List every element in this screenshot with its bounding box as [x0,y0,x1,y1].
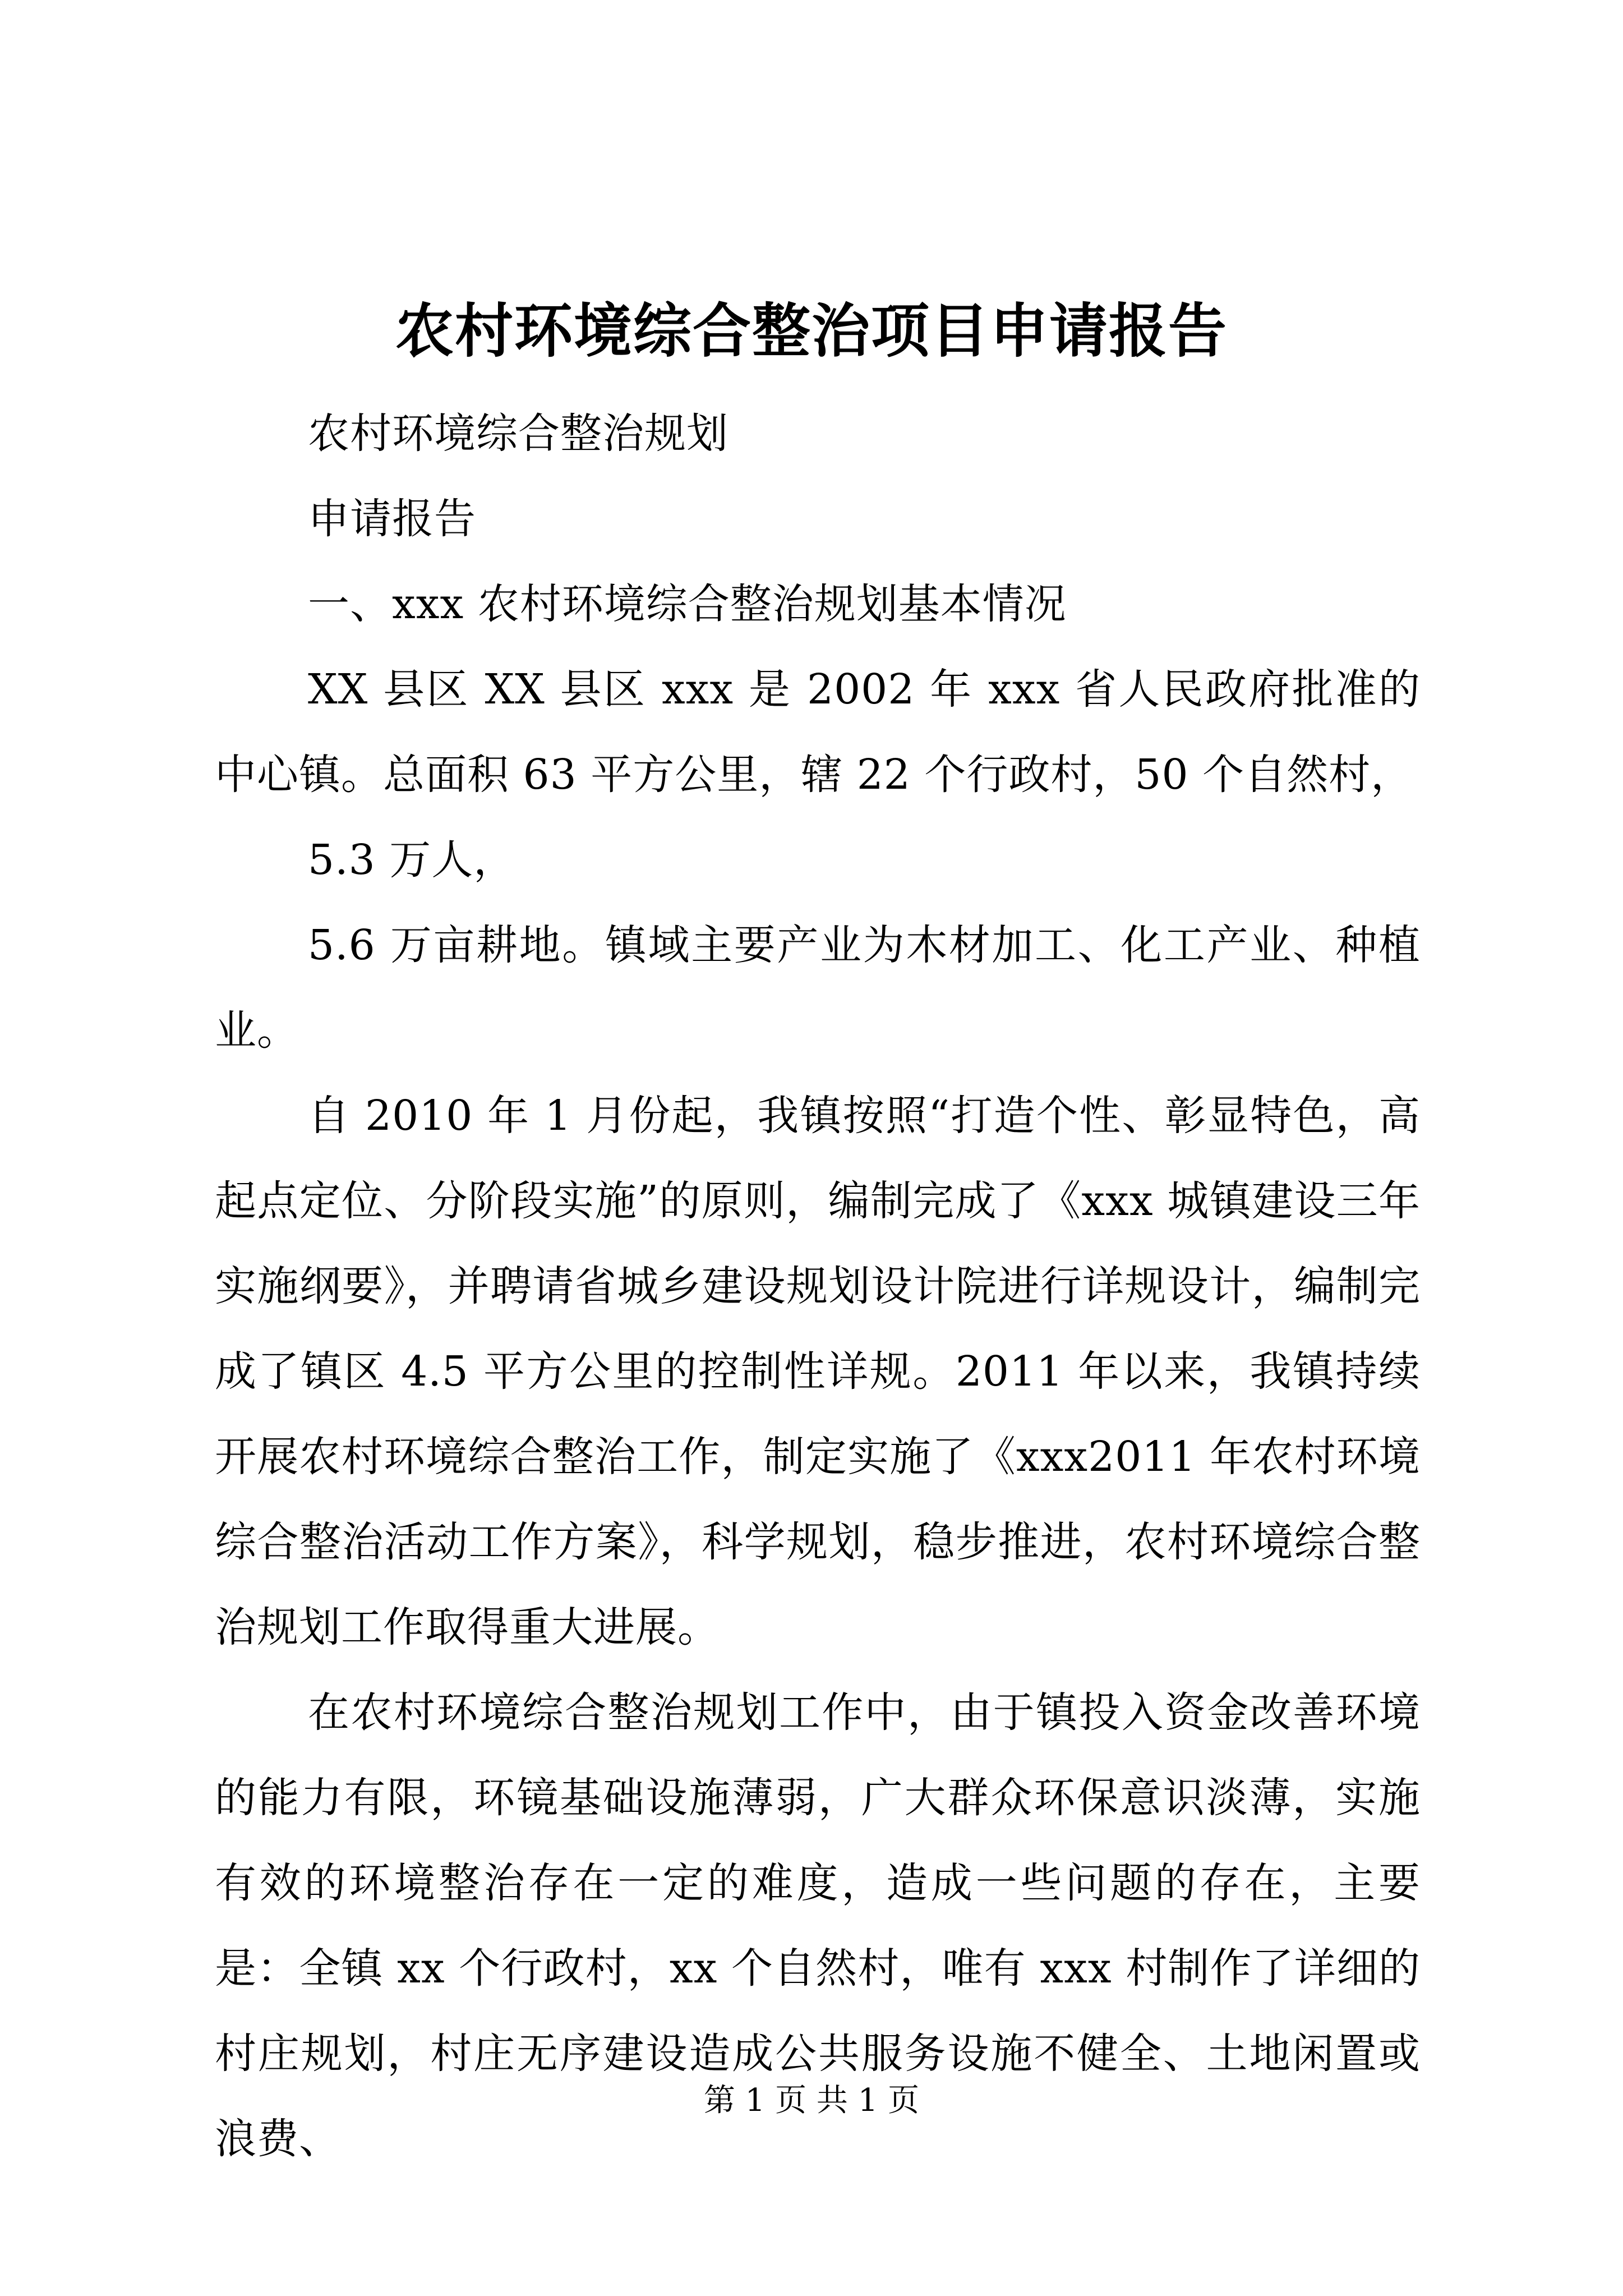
section-heading: 一、xxx 农村环境综合整治规划基本情况 [308,580,1067,628]
paragraph: XX 县区 XX 县区 xxx 是 2002 年 xxx 省人民政府批准的中心镇。总面积 63 平方公里，辖 22 个行政村，50 个自然村， [215,665,1421,799]
document-body [215,391,1421,2182]
paragraph-subtitle: 农村环境综合整治规划 [308,409,728,458]
paragraph: 在农村环境综合整治规划工作中，由于镇投入资金改善环境的能力有限，环镜基础设施薄弱，广大群众环保意识淡薄，实施有效的环境整治存在一定的难度，造成一些问题的存在，主要是：全镇 xx 个行政村，xx 个自然村，唯有 xxx 村制作了详细的村庄规划，村庄无序建设造成公共服务设施不健全、土地闲置或浪费、 [215,1688,1421,2163]
page-number-footer: 第 1 页 共 1 页 [703,2082,920,2119]
paragraph: 自 2010 年 1 月份起，我镇按照“打造个性、彰显特色，高起点定位、分阶段实施”的原则，编制完成了《xxx 城镇建设三年实施纲要》，并聘请省城乡建设规划设计院进行详规设计，编制完成了镇区 4.5 平方公里的控制性详规。2011 年以来，我镇持续开展农村环境综合整治工作，制定实施了《xxx2011 年农村环境综合整治活动工作方案》，科学规划，稳步推进，农村环境综合整治规划工作取得重大进展。 [215,1092,1421,1651]
paragraph-report-label: 申请报告 [308,495,476,543]
document-title: 农村环境综合整治项目申请报告 [395,296,1228,365]
paragraph: 5.3 万人， [308,836,516,884]
paragraph: 5.6 万亩耕地。镇域主要产业为木材加工、化工产业、种植业。 [215,921,1421,1055]
